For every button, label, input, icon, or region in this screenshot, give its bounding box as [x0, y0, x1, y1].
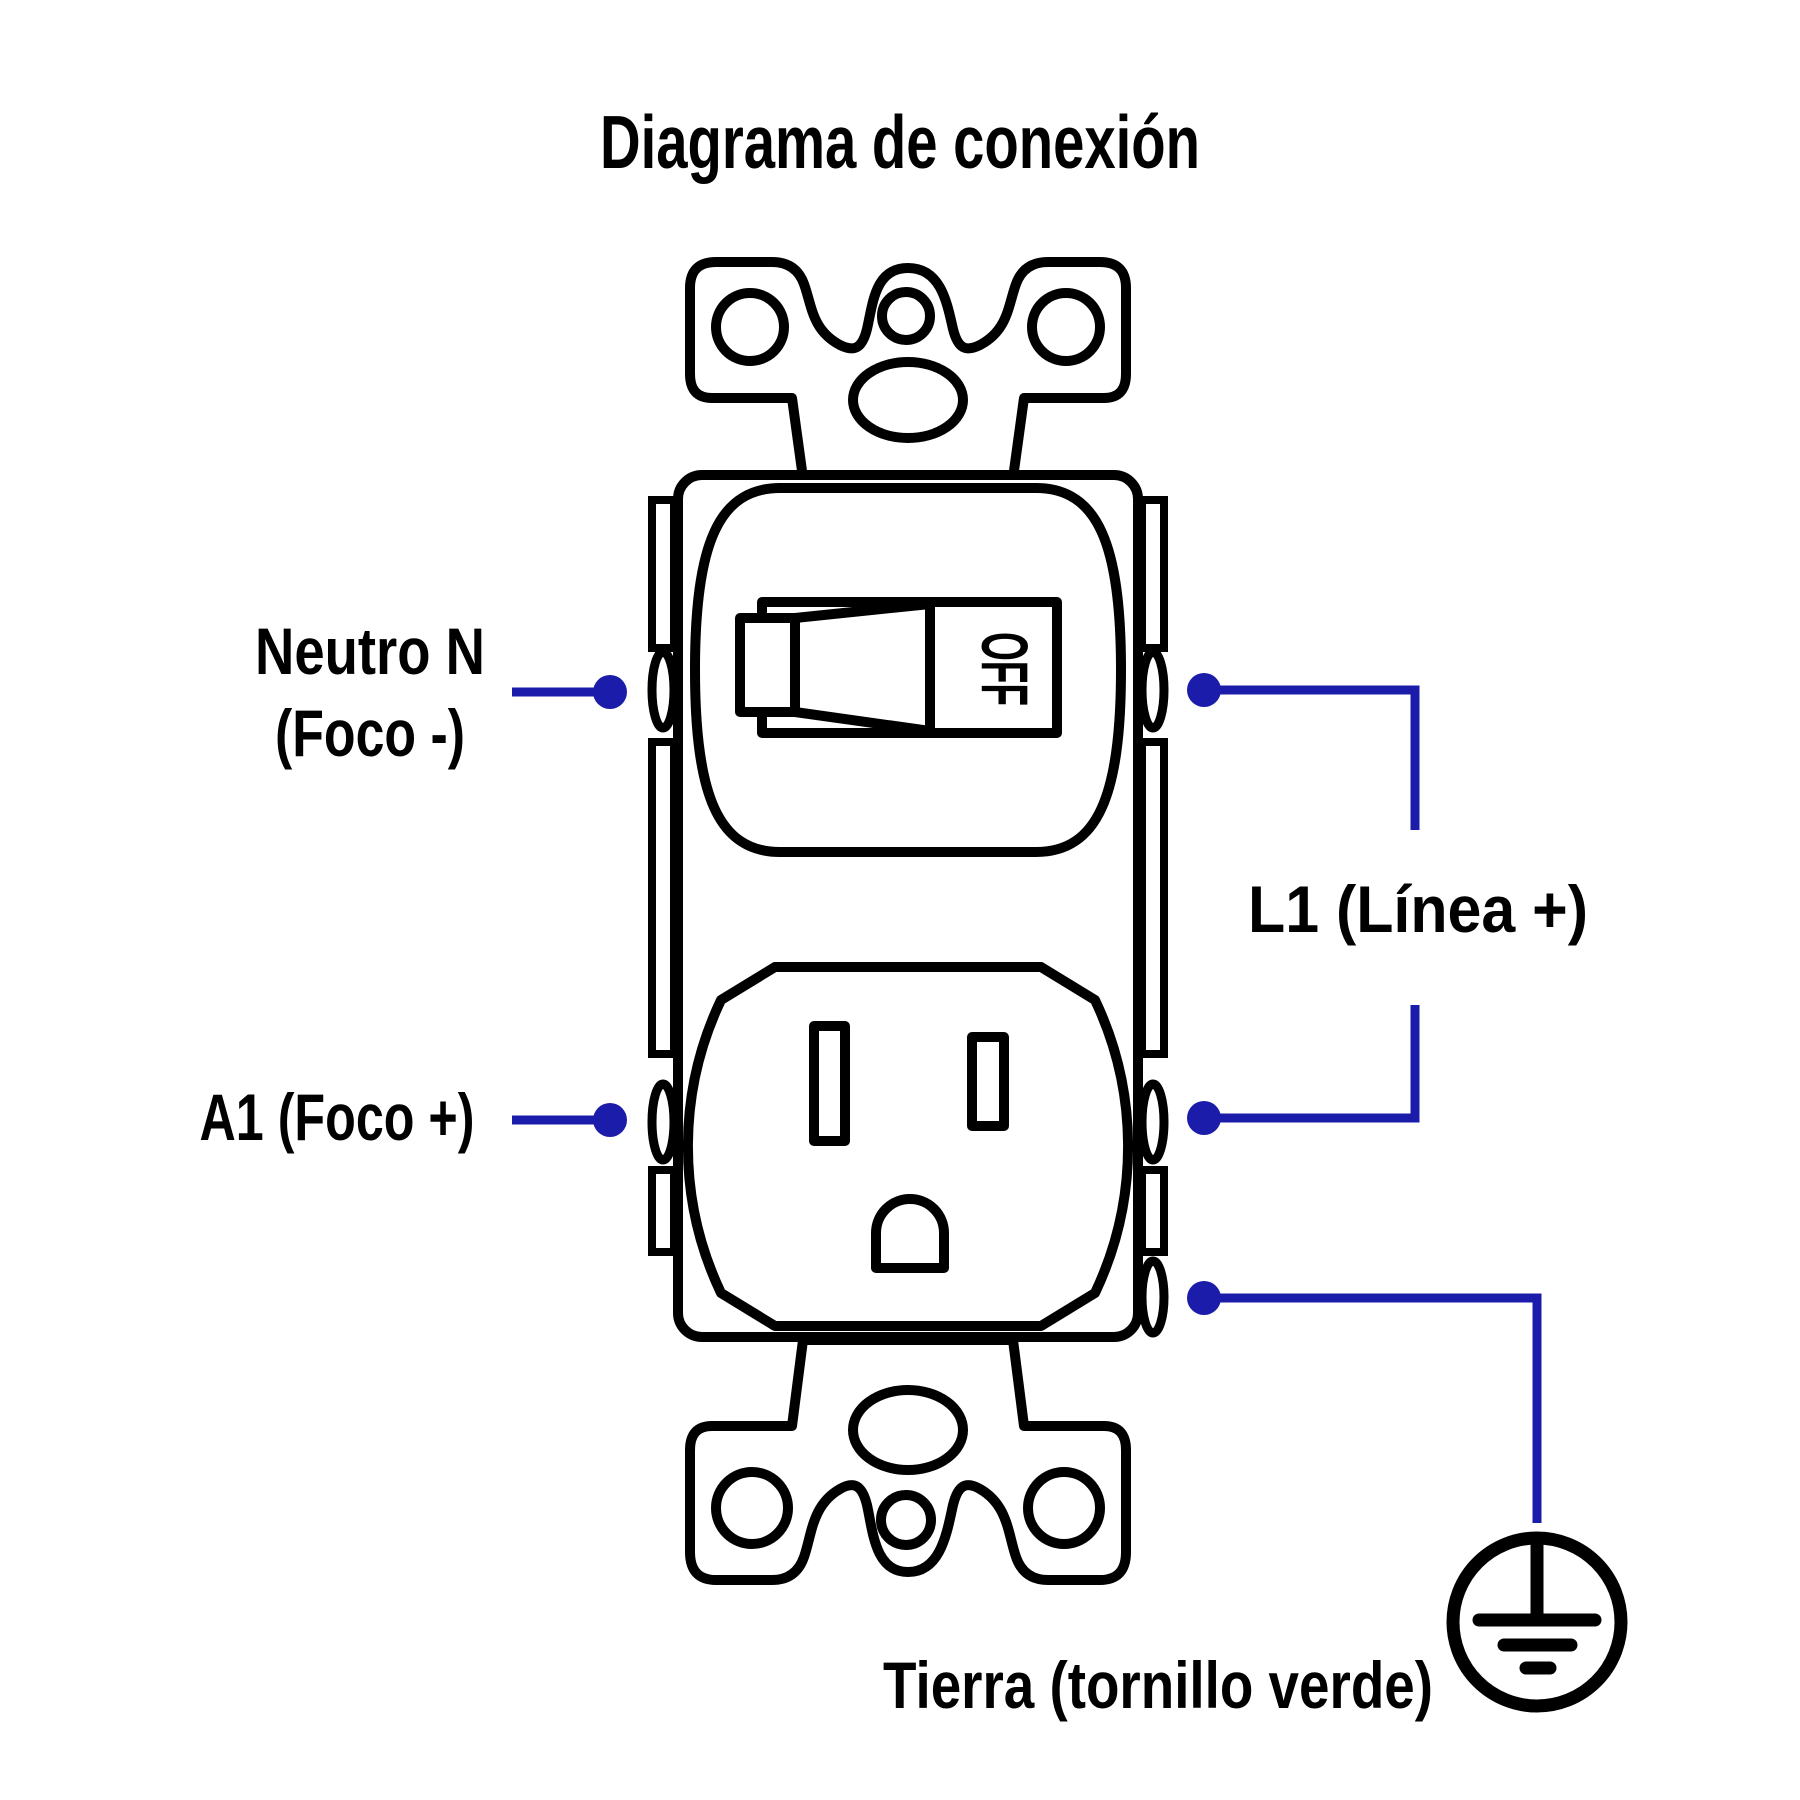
load-label: A1 (Foco +): [199, 1080, 475, 1154]
rail-segment: [652, 500, 674, 648]
line-terminal-screw-switch: [1142, 652, 1164, 728]
line-wire-lower: [1204, 1005, 1415, 1118]
neutral-terminal-dot: [593, 675, 627, 709]
line-terminal-dot-outlet: [1187, 1101, 1221, 1135]
toggle-knob: [740, 618, 795, 712]
rail-segment: [1142, 742, 1164, 1054]
line-label: L1 (Línea +): [1248, 872, 1588, 946]
strap-screw-hole-icon: [716, 293, 784, 361]
neutral-slot: [814, 1026, 845, 1141]
neutral-label-line2: (Foco -): [275, 696, 465, 770]
switch-state-label: OFF: [968, 632, 1042, 764]
ground-terminal-dot: [1187, 1281, 1221, 1315]
load-terminal-screw: [652, 1084, 674, 1160]
toggle-switch: [740, 602, 1057, 764]
page-title: Diagrama de conexión: [600, 100, 1200, 184]
strap-center-hole-icon: [882, 292, 930, 340]
bottom-mounting-strap: [690, 1340, 1126, 1580]
strap-adjust-slot-icon: [853, 1390, 963, 1470]
line-wire-upper: [1204, 690, 1415, 830]
neutral-terminal-screw: [652, 652, 674, 728]
top-mounting-strap: [690, 262, 1126, 478]
hot-slot: [972, 1037, 1004, 1126]
rail-segment: [1142, 500, 1164, 648]
ground-wire: [1204, 1298, 1537, 1523]
neutral-label-line1: Neutro N: [255, 614, 485, 688]
ground-slot: [876, 1199, 944, 1268]
strap-center-hole-icon: [881, 1495, 931, 1545]
rail-segment: [1142, 1170, 1164, 1252]
rail-segment: [652, 742, 674, 1054]
line-terminal-dot-switch: [1187, 673, 1221, 707]
protective-earth-ground-icon: [1453, 1538, 1621, 1706]
strap-screw-hole-icon: [716, 1472, 788, 1544]
rail-segment: [652, 1170, 674, 1252]
strap-screw-hole-icon: [1032, 293, 1100, 361]
strap-screw-hole-icon: [1028, 1472, 1100, 1544]
strap-adjust-slot-icon: [853, 362, 963, 438]
ground-terminal-screw: [1142, 1261, 1164, 1333]
load-terminal-dot: [593, 1103, 627, 1137]
line-terminal-screw-outlet: [1142, 1084, 1164, 1160]
toggle-lever: [795, 604, 930, 731]
ground-label: Tierra (tornillo verde): [883, 1648, 1433, 1722]
